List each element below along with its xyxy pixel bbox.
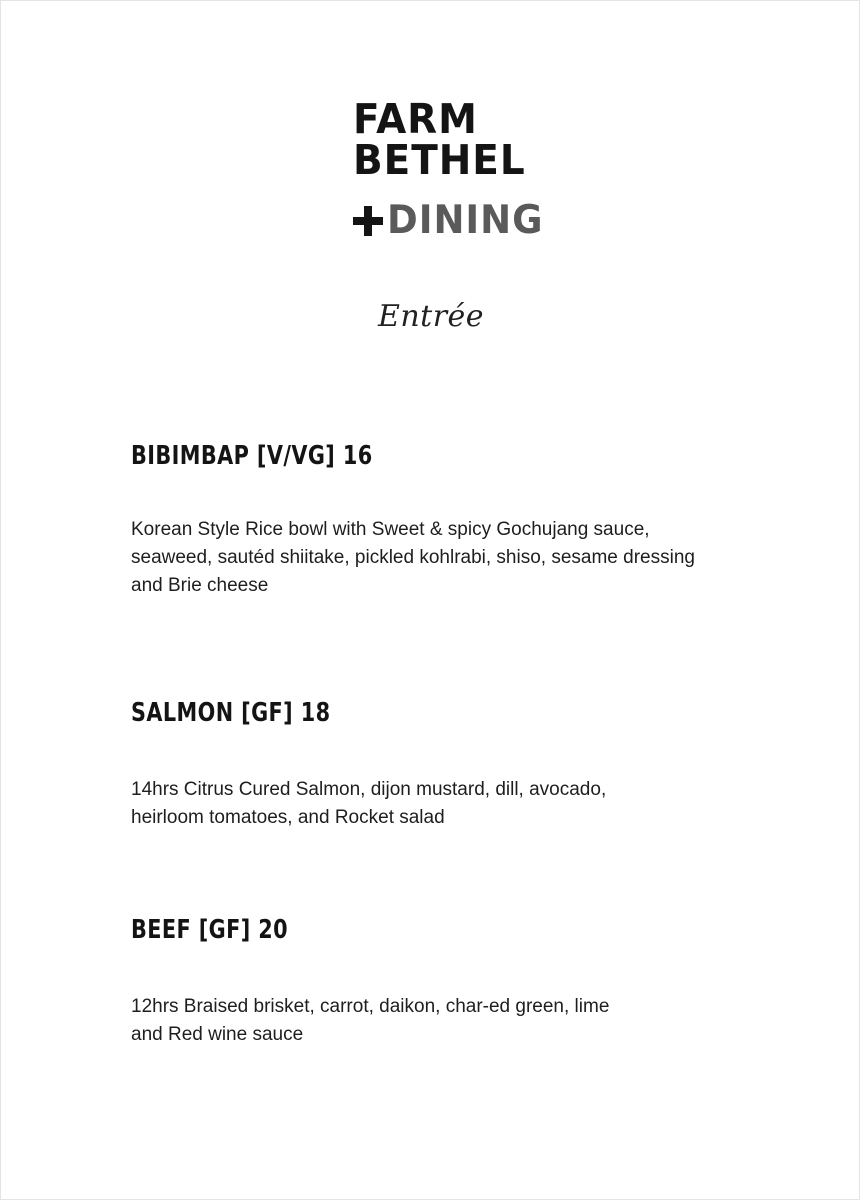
menu-item-description: Korean Style Rice bowl with Sweet & spicy Gochujang sauce, seaweed, sautéd shiitake, pickled kohlrabi, shiso, sesame dressing and Brie cheese [131,519,695,596]
logo-line-dining [353,198,563,243]
menu-item-title: BEEF [GF] 20 [131,915,289,945]
menu-item-title: SALMON [GF] 18 [131,698,331,728]
plus-icon [353,206,383,236]
restaurant-logo [353,95,563,243]
menu-item-description: 12hrs Braised brisket, carrot, daikon, char-ed green, lime and Red wine sauce [131,996,610,1045]
logo-dining-text: DINING [387,198,544,243]
menu-item [131,697,771,832]
menu-item [131,914,771,1049]
logo-line-farm: FARM [353,95,478,143]
logo-line-bethel: BETHEL [353,136,526,184]
menu-item [131,440,771,600]
menu-item-description: 14hrs Citrus Cured Salmon, dijon mustard, dill, avocado, heirloom tomatoes, and Rocket salad [131,779,607,828]
section-title: Entrée [377,299,485,334]
menu-item-title: BIBIMBAP [V/VG] 16 [131,441,373,471]
